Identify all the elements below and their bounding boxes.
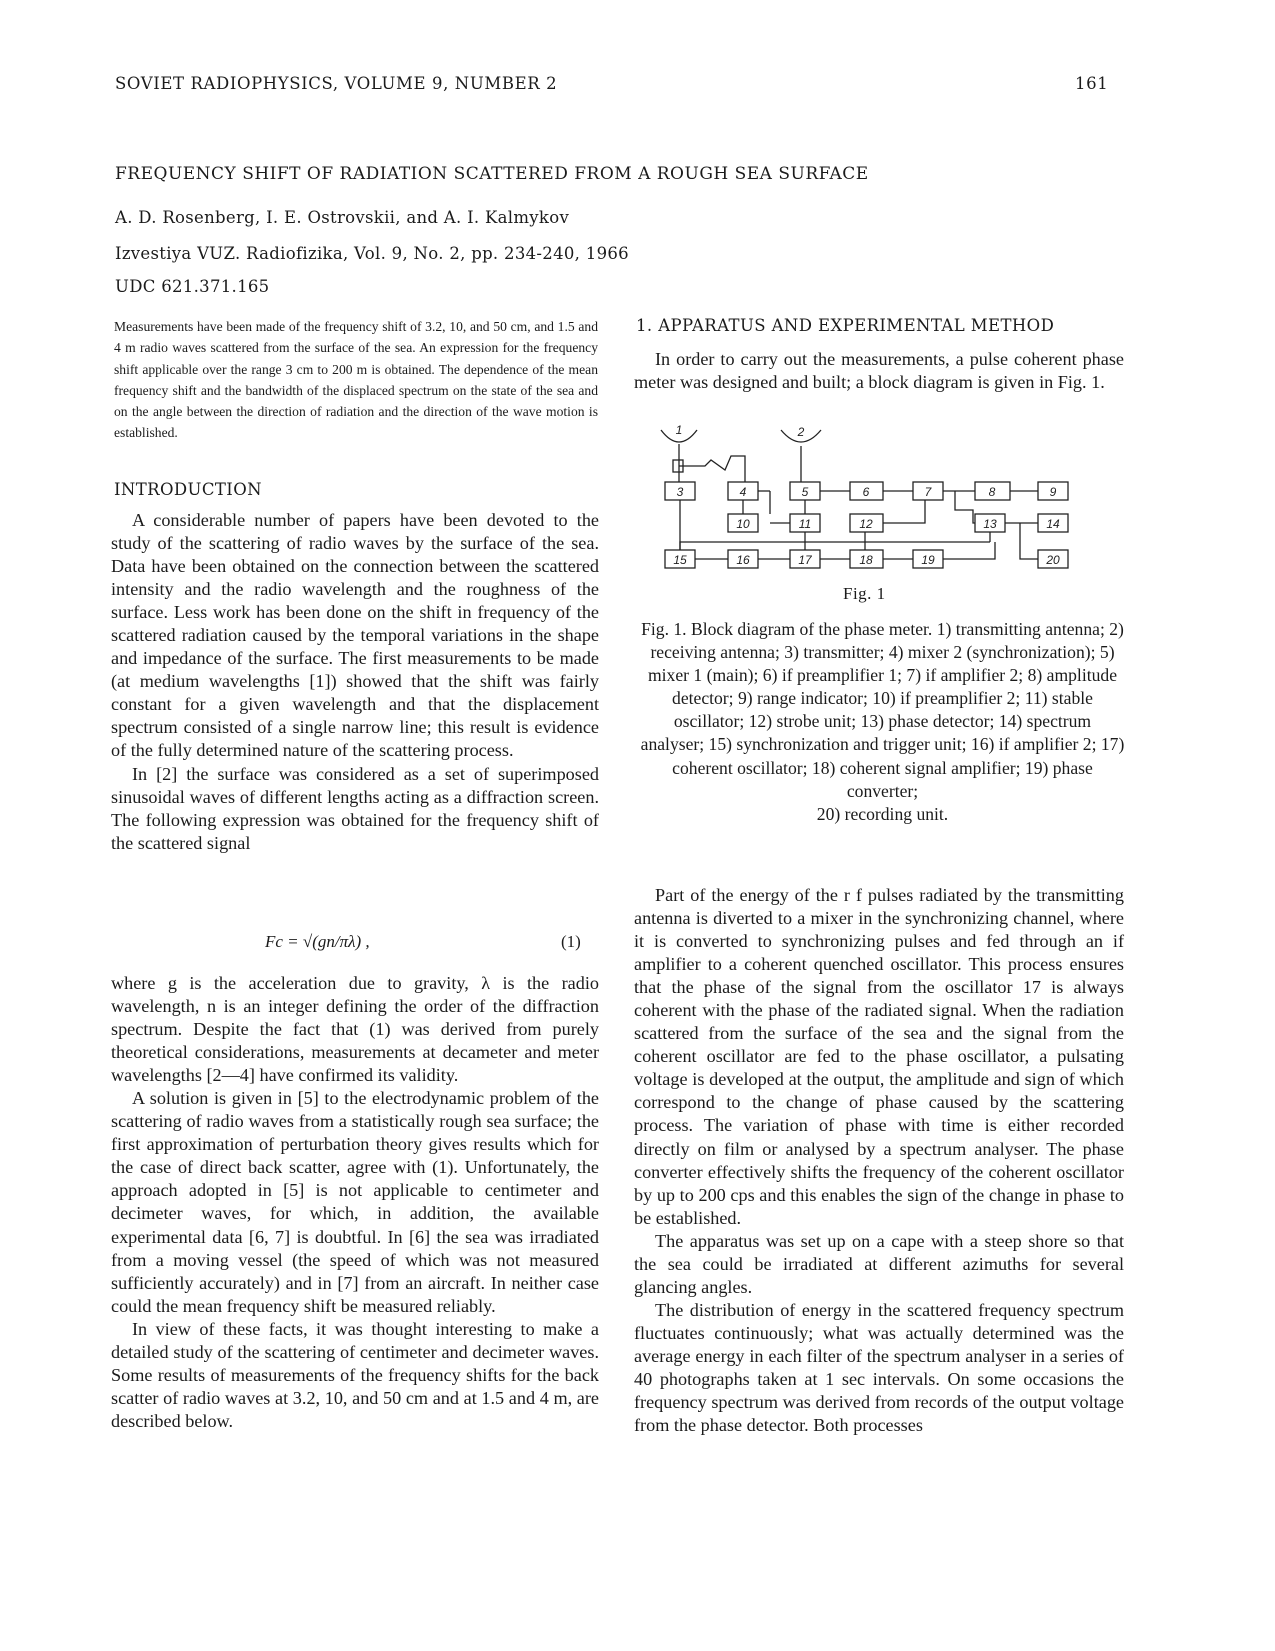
equation-1-number: (1) xyxy=(561,932,581,951)
udc: UDC 621.371.165 xyxy=(115,277,270,296)
block-label-3: 3 xyxy=(676,485,684,499)
introduction-bottom xyxy=(111,972,599,1433)
authors: A. D. Rosenberg, I. E. Ostrovskii, and A. I. Kalmykov xyxy=(115,208,570,227)
block-label-12: 12 xyxy=(859,517,873,531)
caption-last: 20) recording unit. xyxy=(816,803,949,824)
block-label-5: 5 xyxy=(801,485,809,499)
block-label-10: 10 xyxy=(736,517,750,531)
block-label-20: 20 xyxy=(1046,553,1060,567)
block-label-2: 2 xyxy=(797,425,805,439)
figure-caption xyxy=(640,618,1125,826)
intro-paragraph-1: A considerable number of papers have been devoted to the study of the scattering of radio waves by the surface of the sea. Data have been obtained on the connection between the scattered intensity and the radio wavelength and the roughness of the surface. Less work has been done on the shift in frequency of the scattered radiation caused by the temporal variations in the shape and impedance of the surface. The first measurements to be made (at medium wavelengths [1]) showed that the shift was fairly constant for a given wavelength and that the displacement spectrum consisted of a single narrow line; this result is evidence of the fully determined nature of the scattering process. xyxy=(111,510,599,761)
introduction-top xyxy=(111,509,599,855)
block-label-6: 6 xyxy=(862,485,870,499)
section-1-paragraph-3: The apparatus was set up on a cape with a steep shore so that the sea could be irradiated at different azimuths for several glancing angles. xyxy=(634,1230,1124,1297)
block-label-9: 9 xyxy=(1049,485,1057,499)
intro-paragraph-3: where g is the acceleration due to gravity, λ is the radio wavelength, n is an integer defining the order of the diffraction spectrum. Despite the fact that (1) was derived from purely theoretical considerations, measurements at decameter and meter wavelengths [2—4] have confirmed its validity. xyxy=(111,973,599,1086)
journal-header: SOVIET RADIOPHYSICS, VOLUME 9, NUMBER 2 xyxy=(115,74,558,93)
block-label-13: 13 xyxy=(983,517,997,531)
page-number: 161 xyxy=(1075,74,1109,93)
block-label-18: 18 xyxy=(859,553,873,567)
block-label-19: 19 xyxy=(921,553,935,567)
article-title: FREQUENCY SHIFT OF RADIATION SCATTERED FROM A ROUGH SEA SURFACE xyxy=(115,164,869,184)
block-label-4: 4 xyxy=(739,485,747,499)
citation: Izvestiya VUZ. Radiofizika, Vol. 9, No. 2, pp. 234-240, 1966 xyxy=(115,244,629,263)
intro-paragraph-4: A solution is given in [5] to the electrodynamic problem of the scattering of radio waves from a statistically rough sea surface; the first approximation of perturbation theory gives results which for the case of direct back scatter, agree with (1). Unfortunately, the approach adopted in [5] is not applicable to centimeter and decimeter waves, for which, in addition, the available experimental data [6, 7] is doubtful. In [6] the sea was irradiated from a moving vessel (the speed of which was not measured sufficiently accurately) and in [7] from an aircraft. In neither case could the mean frequency shift be measured reliably. xyxy=(111,1088,599,1316)
abstract: Measurements have been made of the frequency shift of 3.2, 10, and 50 cm, and 1.5 and 4 m radio waves scattered from the surface of the sea. An expression for the frequency shift applicable over the range 3 cm to 200 m is obtained. The dependence of the mean frequency shift and the bandwidth of the displaced spectrum on the state of the sea and on the angle between the direction of radiation and the direction of the wave motion is established. xyxy=(114,319,598,441)
block-label-14: 14 xyxy=(1046,517,1060,531)
caption-items: 1) transmitting antenna; 2) receiving antenna; 3) transmitter; 4) mixer 2 (synchronization); 5) mixer 1 (main); 6) if preamplifier 1; 7) if amplifier 2; 8) amplitude detector; 9) range indicator; 10) if preamplifier 2; 11) stable oscillator; 12) strobe unit; 13) phase detector; 14) spectrum analyser; 15) synchronization and trigger unit; 16) if amplifier 2; 17) coherent oscillator; 18) coherent signal amplifier; 19) phase converter; xyxy=(640,619,1125,801)
section-1-paragraph-2: Part of the energy of the r f pulses radiated by the transmitting antenna is diverted to a mixer in the synchronizing channel, where it is converted to synchronizing pulses and fed through an if amplifier to a coherent quenched oscillator. This process ensures that the phase of the signal from the oscillator 17 is always coherent with the phase of the radiated signal. When the radiation scattered from the surface of the sea and the signal from the coherent oscillator are fed to the phase oscillator, a pulsating voltage is developed at the output, the amplitude and sign of which correspond to the change of phase caused by the scattering process. The variation of phase with time is either recorded directly on film or analysed by a spectrum analyser. The phase converter effectively shifts the frequency of the coherent oscillator by up to 200 cps and this enables the sign of the change in phase to be established. xyxy=(634,885,1124,1228)
block-label-1: 1 xyxy=(675,424,683,437)
figure-label: Fig. 1 xyxy=(843,584,886,603)
intro-paragraph-2: In [2] the surface was considered as a set of superimposed sinusoidal waves of different lengths acting as a diffraction screen. The following expression was obtained for the frequency shift of the scattered signal xyxy=(111,763,599,853)
block-label-11: 11 xyxy=(798,517,812,531)
section-1-paragraph-4: The distribution of energy in the scattered frequency spectrum fluctuates continuously; what was actually determined was the average energy in each filter of the spectrum analyser in a series of 40 photographs taken at 1 sec intervals. On some occasions the frequency spectrum was derived from records of the output voltage from the phase detector. Both processes xyxy=(634,1299,1124,1436)
section-1-body xyxy=(634,884,1124,1437)
caption-title: Block diagram of the phase meter. xyxy=(690,619,933,639)
block-label-15: 15 xyxy=(673,553,687,567)
block-diagram-figure xyxy=(655,424,1085,584)
caption-lead: Fig. 1. xyxy=(641,619,687,639)
block-label-7: 7 xyxy=(924,485,932,499)
equation-1: Fc = √(gn/πλ) , xyxy=(265,932,370,951)
block-label-16: 16 xyxy=(736,553,750,567)
introduction-heading: INTRODUCTION xyxy=(114,480,262,499)
section-1-heading: 1. APPARATUS AND EXPERIMENTAL METHOD xyxy=(636,316,1055,335)
section-1-intro xyxy=(634,348,1124,394)
intro-paragraph-5: In view of these facts, it was thought interesting to make a detailed study of the scattering of centimeter and decimeter waves. Some results of measurements of the frequency shifts for the back scatter of radio waves at 3.2, 10, and 50 cm and at 1.5 and 4 m, are described below. xyxy=(111,1318,599,1431)
block-label-8: 8 xyxy=(988,485,996,499)
block-label-17: 17 xyxy=(798,553,812,567)
section-1-paragraph-1: In order to carry out the measurements, a pulse coherent phase meter was designed and built; a block diagram is given in Fig. 1. xyxy=(634,349,1124,393)
